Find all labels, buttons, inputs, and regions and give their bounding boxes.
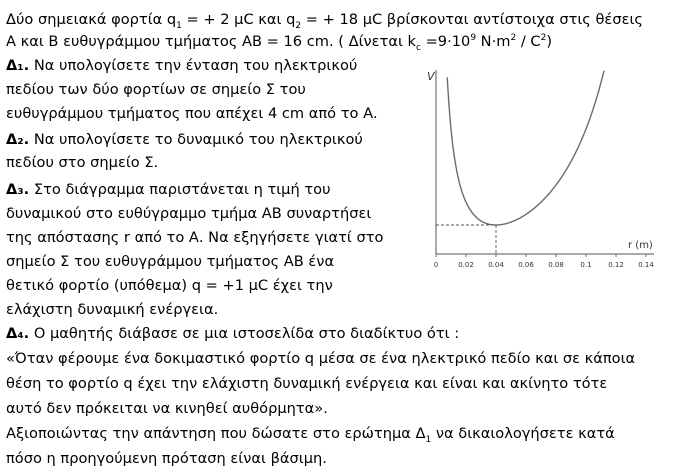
question-d1-line-3: ευθυγράμμου τμήματος που απέχει 4 cm από το Α. <box>6 105 378 122</box>
x-tick-label: 0.02 <box>458 261 474 269</box>
question-d3-line-5: θετικό φορτίο (υπόθεμα) q = +1 μC έχει την <box>6 277 333 294</box>
question-d4-quote-line-2: θέση το φορτίο q έχει την ελάχιστη δυναμική ενέργεια και είναι και ακίνητο τότε <box>6 375 608 392</box>
potential-curve <box>447 71 604 225</box>
x-tick-label: 0.08 <box>548 261 564 269</box>
intro-line-1: Δύο σημειακά φορτία $q_1$ = + 2 μC και $q_2$ = + 18 μC βρίσκονται αντίστοιχα στις θέσεις <box>6 11 643 31</box>
question-d4-label: Δ₄. <box>6 325 30 342</box>
question-d4-line-5: Αξιοποιώντας την απάντηση που δώσατε στο ερώτημα $\Delta_1$ να δικαιολογήσετε κατά <box>6 425 615 445</box>
question-d3-line-2: δυναμικού στο ευθύγραμμο τμήμα ΑΒ συναρτήσει <box>6 205 372 222</box>
question-d2-line-1: Δ₂. Να υπολογίσετε το δυναμικό του ηλεκτρικού <box>6 131 363 148</box>
x-axis-label: r (m) <box>628 240 653 251</box>
x-tick-label: 0.04 <box>488 261 504 269</box>
x-tick-label: 0.06 <box>518 261 534 269</box>
x-tick-label: 0.14 <box>638 261 654 269</box>
question-d3-line-1: Δ₃. Στο διάγραμμα παριστάνεται η τιμή του <box>6 181 331 198</box>
question-d3-line-3: της απόστασης r από το Α. Να εξηγήσετε γιατί στο <box>6 229 384 246</box>
question-d3-line-4: σημείο Σ του ευθυγράμμου τμήματος ΑΒ ένα <box>6 253 335 270</box>
question-d2-label: Δ₂. <box>6 131 30 148</box>
x-tick-label: 0 <box>433 261 439 269</box>
y-axis-label: V <box>427 70 435 83</box>
x-tick-label: 0.12 <box>608 261 624 269</box>
x-tick-label: 0.1 <box>580 261 592 269</box>
question-d2-line-2: πεδίου στο σημείο Σ. <box>6 154 159 171</box>
question-d3-label: Δ₃. <box>6 181 30 198</box>
question-d4-line-1: Δ₄. Ο μαθητής διάβασε σε μια ιστοσελίδα στο διαδίκτυο ότι : <box>6 325 460 342</box>
question-d1-label: Δ₁. <box>6 57 30 74</box>
question-d1-line-2: πεδίου των δύο φορτίων σε σημείο Σ του <box>6 81 306 98</box>
question-d3-line-6: ελάχιστη δυναμική ενέργεια. <box>6 301 219 318</box>
question-d4-quote-line-1: «Όταν φέρουμε ένα δοκιμαστικό φορτίο q μέσα σε ένα ηλεκτρικό πεδίο και σε κάποια <box>6 350 636 367</box>
question-d1-line-1: Δ₁. Να υπολογίσετε την ένταση του ηλεκτρικού <box>6 57 358 74</box>
potential-chart <box>422 60 676 282</box>
intro-line-2: Α και Β ευθυγράμμου τμήματος ΑΒ = 16 cm. ( Δίνεται $k_c =9\cdot 10^9$ $N\cdot m^2 / C^2$) <box>6 33 553 53</box>
question-d4-line-6: πόσο η προηγούμενη πρόταση είναι βάσιμη. <box>6 450 327 467</box>
question-d4-quote-line-3: αυτό δεν πρόκειται να κινηθεί αυθόρμητα». <box>6 400 328 417</box>
